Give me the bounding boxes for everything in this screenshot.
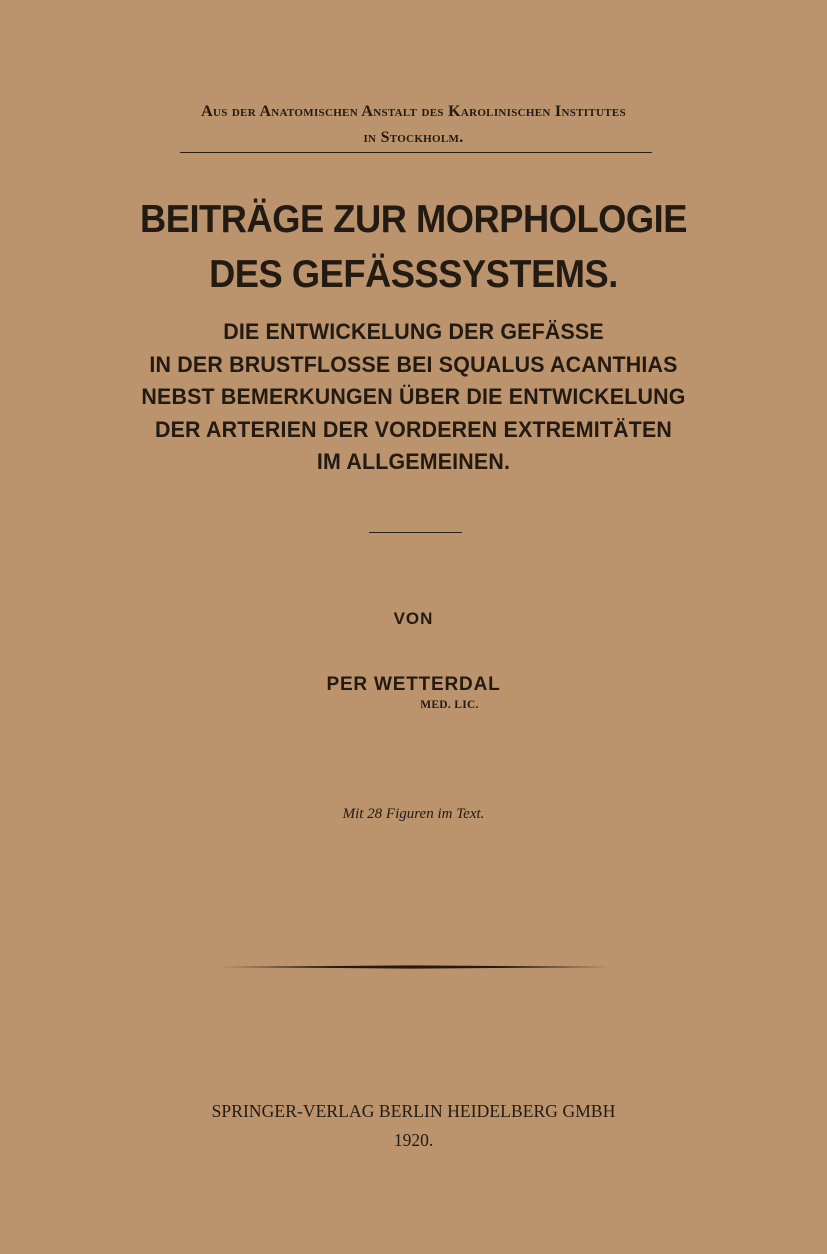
main-title-line-1: BEITRÄGE ZUR MORPHOLOGIE	[139, 198, 688, 241]
byline-von: VON	[393, 609, 434, 628]
subtitle-line-1: DIE ENTWICKELUNG DER GEFÄSSE	[223, 319, 604, 344]
main-title-line-2: DES GEFÄSSSYSTEMS.	[209, 253, 618, 296]
publisher: SPRINGER-VERLAG BERLIN HEIDELBERG GMBH	[211, 1101, 616, 1121]
subtitle-line-5: IM ALLGEMEINEN.	[316, 449, 511, 474]
institute-line-1: Aus der Anatomischen Anstalt des Karolinischen Institutes	[201, 103, 626, 120]
subtitle-line-4: DER ARTERIEN DER VORDEREN EXTREMITÄTEN	[154, 417, 673, 442]
author-degree-wrap	[0, 697, 827, 713]
subtitle-line-3: NEBST BEMERKUNGEN ÜBER DIE ENTWICKELUNG	[141, 384, 686, 409]
bottom-ornamental-rule	[222, 965, 609, 969]
figures-note: Mit 28 Figuren im Text.	[342, 806, 485, 822]
author-degree: MED. LIC.	[420, 699, 479, 711]
institute-line-2: in Stockholm.	[363, 129, 464, 146]
middle-divider	[369, 532, 462, 533]
author-name: PER WETTERDAL	[326, 674, 501, 695]
top-divider	[180, 152, 652, 153]
subtitle-line-2: IN DER BRUSTFLOSSE BEI SQUALUS ACANTHIAS	[149, 352, 678, 377]
publication-year: 1920.	[393, 1130, 434, 1150]
